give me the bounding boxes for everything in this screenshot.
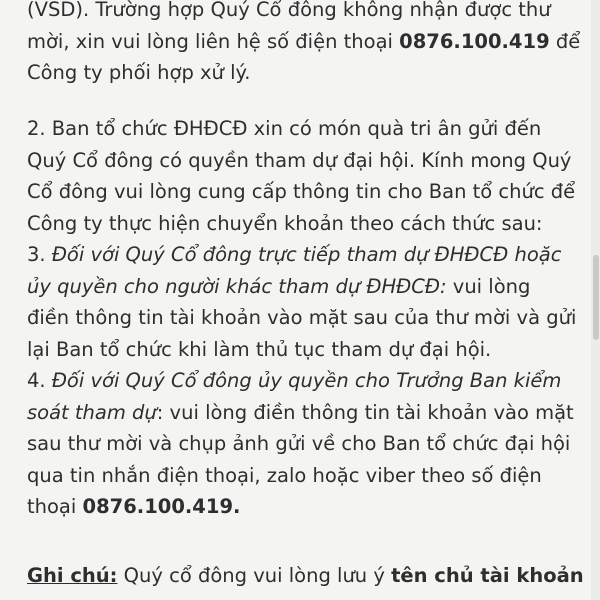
- paragraph-contact: [27, 0, 587, 89]
- text-line: lại Ban tổ chức khi làm thủ tục tham dự đại hội.: [27, 337, 492, 361]
- text-line: 2. Ban tổ chức ĐHĐCĐ xin có món quà tri ân gửi đến: [27, 117, 542, 140]
- text-line: sau thư mời và chụp ảnh gửi về cho Ban tổ chức đại hội: [27, 432, 571, 455]
- text-line: Quý Cổ đông có quyền tham dự đại hội. Kính mong Quý: [27, 148, 572, 172]
- italic-text: ủy quyền cho người khác tham dự ĐHĐCĐ:: [27, 274, 447, 298]
- italic-text: Đối với Quý Cổ đông trực tiếp tham dự ĐHĐCĐ hoặc: [51, 243, 562, 266]
- text-line: [27, 271, 587, 303]
- text-line: (VSD). Trường hợp Quý Cổ đông không nhận được thư: [27, 0, 551, 21]
- scrollbar[interactable]: [591, 0, 600, 600]
- list-item-4: [27, 365, 587, 397]
- text-line: [27, 26, 587, 58]
- list-item-3: [27, 239, 587, 271]
- text-line: điền thông tin tài khoản vào mặt sau của thư mời và gửi: [27, 306, 577, 329]
- text-segment: : vui lòng điền thông tin tài khoản vào mặt: [156, 400, 574, 424]
- text-line: Công ty thực hiện chuyển khoản theo cách thức sau:: [27, 211, 543, 235]
- text-line: qua tin nhắn điện thoại, zalo hoặc viber theo số điện: [27, 463, 542, 487]
- scrollbar-thumb[interactable]: [593, 255, 599, 340]
- phone-number: 0876.100.419: [399, 29, 550, 53]
- phone-number: 0876.100.419.: [82, 495, 241, 518]
- text-segment: để: [549, 29, 581, 53]
- italic-text: soát tham dự: [27, 400, 157, 424]
- list-number: 3.: [27, 243, 52, 266]
- italic-text: Đối với Quý Cổ đông ủy quyền cho Trưởng Ban kiểm: [51, 369, 562, 392]
- text-line: Công ty phối hợp xử lý.: [27, 61, 251, 84]
- bold-text: tên chủ tài khoản: [391, 564, 584, 587]
- list-number: 4.: [27, 369, 52, 392]
- text-line: [27, 397, 587, 429]
- text-line: [27, 491, 587, 523]
- text-line: Cổ đông vui lòng cung cấp thông tin cho Ban tổ chức để: [27, 180, 576, 203]
- paragraph-gift: [27, 113, 587, 523]
- text-segment: thoại: [27, 495, 83, 518]
- note-paragraph: [27, 560, 587, 592]
- note-label: Ghi chú:: [27, 564, 118, 587]
- text-segment: Quý cổ đông vui lòng lưu ý: [117, 564, 392, 587]
- text-segment: vui lòng: [446, 274, 531, 298]
- text-segment: mời, xin vui lòng liên hệ số điện thoại: [27, 29, 400, 53]
- text-line: [27, 560, 587, 592]
